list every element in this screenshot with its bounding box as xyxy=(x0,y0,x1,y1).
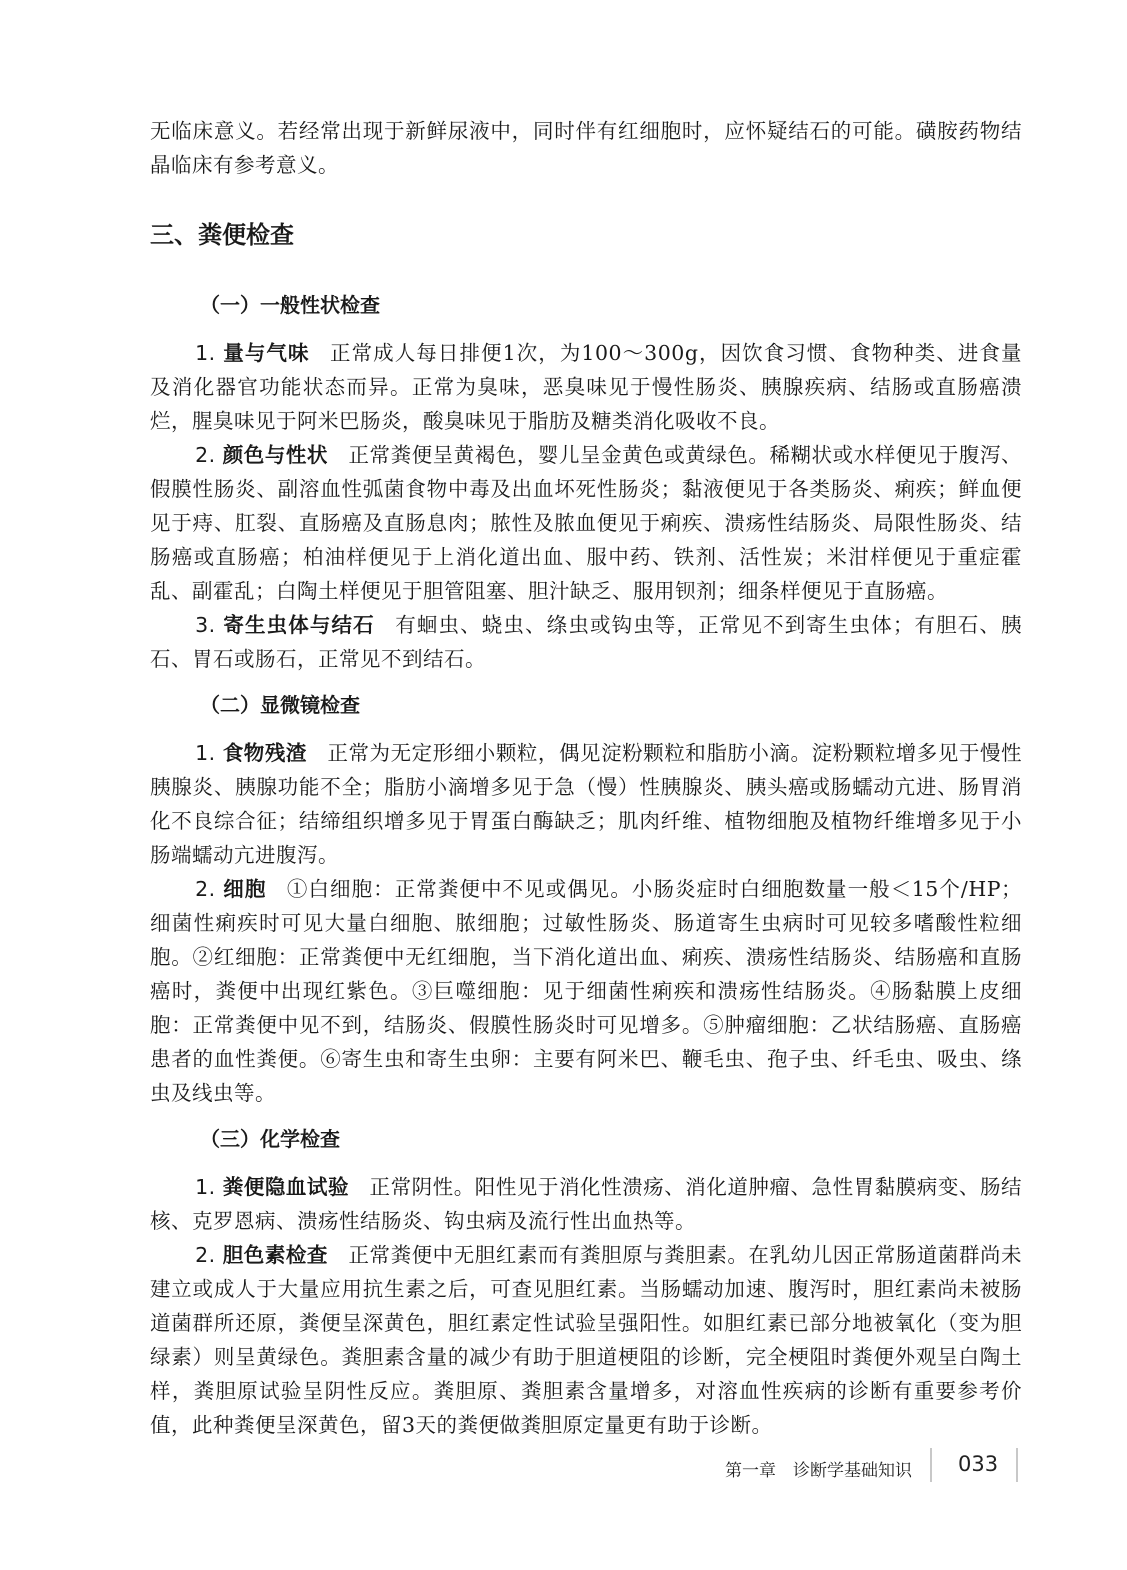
paragraph-cells xyxy=(150,872,1022,1110)
footer-divider xyxy=(930,1448,932,1482)
intro-paragraph: 无临床意义。若经常出现于新鲜尿液中，同时伴有红细胞时，应怀疑结石的可能。磺胺药物结晶临床有参考意义。 xyxy=(150,119,1022,177)
item-text: ①白细胞：正常粪便中不见或偶见。小肠炎症时白细胞数量一般＜15个/HP；细菌性痢疾时可见大量白细胞、脓细胞；过敏性肠炎、肠道寄生虫病时可见较多嗜酸性粒细胞。②红细胞：正常粪便中无红细胞，当下消化道出血、痢疾、溃疡性结肠炎、结肠癌和直肠癌时，粪便中出现红紫色。③巨噬细胞：见于细菌性痢疾和溃疡性结肠炎。④肠黏膜上皮细胞：正常粪便中见不到，结肠炎、假膜性肠炎时可见增多。⑤肿瘤细胞：乙状结肠癌、直肠癌患者的血性粪便。⑥寄生虫和寄生虫卵：主要有阿米巴、鞭毛虫、孢子虫、纤毛虫、吸虫、绦虫及线虫等。 xyxy=(150,877,1022,1105)
item-number: 1. xyxy=(195,741,216,765)
item-number: 1. xyxy=(195,1175,216,1199)
paragraph-bile-pigment xyxy=(150,1238,1022,1442)
page-number: 033 xyxy=(958,1452,999,1476)
item-term: 粪便隐血试验 xyxy=(222,1175,350,1199)
item-number: 3. xyxy=(195,613,216,637)
item-term: 胆色素检查 xyxy=(222,1243,328,1267)
item-number: 1. xyxy=(195,341,216,365)
item-term: 寄生虫体与结石 xyxy=(223,613,375,637)
subsection-title-microscopy: （二）显微镜检查 xyxy=(200,693,360,717)
item-term: 颜色与性状 xyxy=(222,443,328,467)
item-term: 细胞 xyxy=(223,877,267,901)
item-text: 正常成人每日排便1次，为100～300g，因饮食习惯、食物种类、进食量及消化器官功能状态而异。正常为臭味，恶臭味见于慢性肠炎、胰腺疾病、结肠或直肠癌溃烂，腥臭味见于阿米巴肠炎，酸臭味见于脂肪及糖类消化吸收不良。 xyxy=(150,341,1022,433)
paragraph-amount-odor xyxy=(150,336,1022,438)
item-text: 正常粪便呈黄褐色，婴儿呈金黄色或黄绿色。稀糊状或水样便见于腹泻、假膜性肠炎、副溶血性弧菌食物中毒及出血坏死性肠炎；黏液便见于各类肠炎、痢疾；鲜血便见于痔、肛裂、直肠癌及直肠息肉；脓性及脓血便见于痢疾、溃疡性结肠炎、局限性肠炎、结肠癌或直肠癌；柏油样便见于上消化道出血、服中药、铁剂、活性炭；米泔样便见于重症霍乱、副霍乱；白陶土样便见于胆管阻塞、胆汁缺乏、服用钡剂；细条样便见于直肠癌。 xyxy=(150,443,1023,603)
item-text: 正常粪便中无胆红素而有粪胆原与粪胆素。在乳幼儿因正常肠道菌群尚未建立或成人于大量应用抗生素之后，可查见胆红素。当肠蠕动加速、腹泻时，胆红素尚未被肠道菌群所还原，粪便呈深黄色，胆红素定性试验呈强阳性。如胆红素已部分地被氧化（变为胆绿素）则呈黄绿色。粪胆素含量的减少有助于胆道梗阻的诊断，完全梗阻时粪便外观呈白陶土样，粪胆原试验呈阴性反应。粪胆原、粪胆素含量增多，对溶血性疾病的诊断有重要参考价值，此种粪便呈深黄色，留3天的粪便做粪胆原定量更有助于诊断。 xyxy=(150,1243,1023,1437)
page-footer xyxy=(0,1448,1127,1488)
page-body xyxy=(150,114,1022,1442)
item-text: 正常阴性。阳性见于消化性溃疡、消化道肿瘤、急性胃黏膜病变、肠结核、克罗恩病、溃疡性结肠炎、钩虫病及流行性出血热等。 xyxy=(150,1175,1022,1233)
item-text: 正常为无定形细小颗粒，偶见淀粉颗粒和脂肪小滴。淀粉颗粒增多见于慢性胰腺炎、胰腺功能不全；脂肪小滴增多见于急（慢）性胰腺炎、胰头癌或肠蠕动亢进、肠胃消化不良综合征；结缔组织增多见于胃蛋白酶缺乏；肌肉纤维、植物细胞及植物纤维增多见于小肠端蠕动亢进腹泻。 xyxy=(150,741,1023,867)
item-number: 2. xyxy=(195,877,216,901)
subsection-title-chemical: （三）化学检查 xyxy=(200,1127,340,1151)
item-text: 有蛔虫、蛲虫、绦虫或钩虫等，正常见不到寄生虫体；有胆石、胰石、胃石或肠石，正常见不到结石。 xyxy=(150,613,1022,671)
item-number: 2. xyxy=(195,1243,216,1267)
section-title: 三、粪便检查 xyxy=(150,221,294,249)
item-term: 量与气味 xyxy=(223,341,310,365)
paragraph-color-shape xyxy=(150,438,1022,608)
subsection-title-general: （一）一般性状检查 xyxy=(200,293,380,317)
paragraph-food-residue xyxy=(150,736,1022,872)
footer-edge-bar xyxy=(1016,1448,1018,1482)
item-term: 食物残渣 xyxy=(222,741,307,765)
paragraph-occult-blood xyxy=(150,1170,1022,1238)
item-number: 2. xyxy=(195,443,216,467)
paragraph-parasites-stones xyxy=(150,608,1022,676)
chapter-title: 第一章 诊断学基础知识 xyxy=(725,1461,912,1481)
